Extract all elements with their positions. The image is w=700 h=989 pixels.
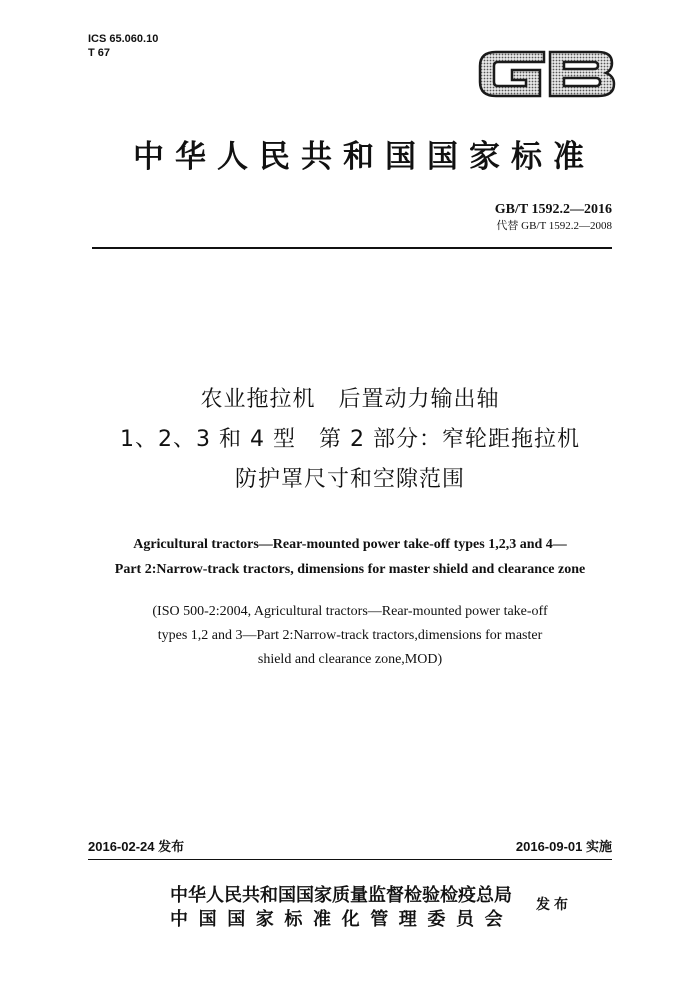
gb-logo-mark bbox=[474, 44, 620, 102]
implementation-date: 2016-09-01 实施 bbox=[515, 839, 612, 854]
english-title bbox=[0, 532, 700, 582]
gb-logo bbox=[474, 44, 620, 102]
equivalence-line: (ISO 500-2:2004, Agricultural tractors—Rear-mounted power take-off bbox=[152, 604, 548, 619]
issue-date: 2016-02-24 发布 bbox=[88, 839, 185, 854]
chinese-title bbox=[0, 380, 700, 500]
chinese-title-line: 防护罩尺寸和空隙范围 bbox=[234, 467, 465, 492]
iso-equivalence bbox=[0, 600, 700, 672]
ics-code: ICS 65.060.10 bbox=[88, 33, 159, 45]
header-rule bbox=[92, 247, 612, 249]
classification-codes bbox=[88, 32, 158, 60]
national-standard-name: 中华人民共和国国家标准 bbox=[133, 139, 595, 175]
replaced-standard: 代替 GB/T 1592.2—2008 bbox=[496, 220, 612, 232]
equivalence-line: shield and clearance zone,MOD) bbox=[257, 652, 443, 667]
equivalence-line: types 1,2 and 3—Part 2:Narrow-track tractors,dimensions for master bbox=[157, 628, 543, 643]
standard-number: GB/T 1592.2—2016 bbox=[494, 202, 612, 217]
english-title-line: Part 2:Narrow-track tractors, dimensions for master shield and clearance zone bbox=[114, 562, 586, 577]
publish-label: 发布 bbox=[536, 897, 572, 913]
ccs-code: T 67 bbox=[88, 47, 111, 59]
english-title-line: Agricultural tractors—Rear-mounted power take-off types 1,2,3 and 4— bbox=[133, 537, 567, 552]
issuer-aqsiq: 中华人民共和国国家质量监督检验检疫总局 bbox=[170, 885, 512, 906]
footer-rule bbox=[88, 859, 612, 860]
issuing-authorities bbox=[170, 884, 513, 932]
standard-number-block bbox=[495, 202, 612, 233]
issuer-sac: 中国国家标准化管理委员会 bbox=[170, 909, 514, 930]
chinese-title-line: 1、2、3 和 4 型 第 2 部分：窄轮距拖拉机 bbox=[120, 427, 580, 452]
chinese-title-line: 农业拖拉机 后置动力输出轴 bbox=[200, 387, 500, 412]
